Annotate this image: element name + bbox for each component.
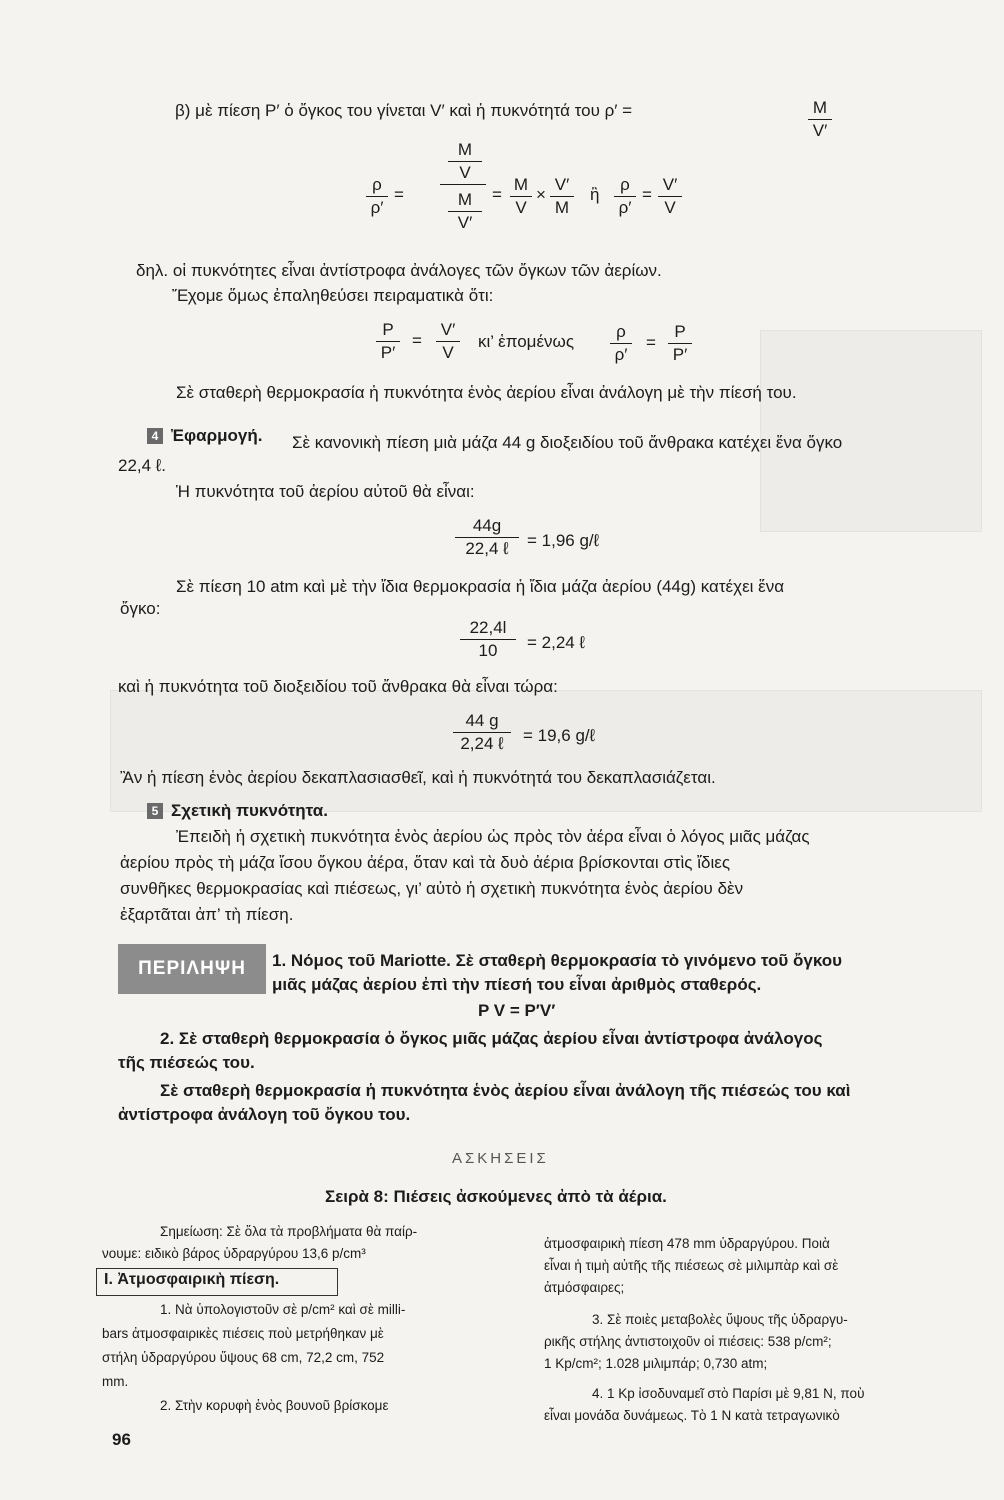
- application-heading: [147, 425, 262, 447]
- compound-fraction-bottom: $\frac{M}{V'}$: [448, 190, 482, 233]
- main-fraction-bar: [440, 184, 486, 185]
- equals-sign: =: [394, 185, 404, 204]
- note-line-1: Σημείωση: Σὲ ὅλα τὰ προβλήματα θὰ παίρ-: [160, 1224, 418, 1239]
- density-fraction-2: 44 g 2,24 ℓ: [453, 711, 511, 754]
- relative-density-line: Ἐπειδὴ ἡ σχετικὴ πυκνότητα ἑνὸς ἀερίου ὡς πρὸς τὸν ἀέρα εἶναι ὁ λόγος μιᾶς μάζας: [176, 827, 810, 846]
- exercise-2-line: 2. Στὴν κορυφὴ ἑνὸς βουνοῦ βρίσκομε: [160, 1398, 389, 1413]
- application-line-3: Σὲ πίεση 10 atm καὶ μὲ τὴν ἴδια θερμοκρασία ἡ ἴδια μάζα ἀερίου (44g) κατέχει ἕνα: [176, 577, 785, 596]
- volume-fraction: $\frac{22,4l}{10}$: [460, 618, 516, 661]
- inverse-proportion-line: δηλ. οἱ πυκνότητες εἶναι ἀντίστροφα ἀνάλογες τῶν ὄγκων τῶν ἀερίων.: [136, 261, 662, 280]
- application-line-2: Ἡ πυκνότητα τοῦ ἀερίου αὐτοῦ θὰ εἶναι:: [176, 482, 475, 501]
- relative-density-line: ἀερίου πρὸς τὴ μάζα ἴσου ὄγκου ἀέρα, ὅταν καὶ τὰ δυὸ ἀέρια βρίσκονται στὶς ἴδιες: [120, 853, 731, 872]
- right-column-line: ἀτμόσφαιρες;: [544, 1280, 625, 1295]
- relative-density-heading: [147, 800, 328, 822]
- application-line-3b: ὄγκο:: [120, 599, 161, 618]
- section-title: Ι. Ἀτμοσφαιρικὴ πίεση.: [104, 1271, 280, 1288]
- exercise-3-line: 3. Σὲ ποιὲς μεταβολὲς ὕψους τῆς ὑδραργυ-: [592, 1312, 848, 1327]
- summary-item-1b: μιᾶς μάζας ἀερίου ἐπὶ τὴν πίεσή του εἶναι ἀριθμὸς σταθερός.: [272, 975, 762, 994]
- application-line-1b: 22,4 ℓ.: [118, 456, 167, 475]
- exercise-1-line: στήλη ὑδραργύρου ὕψους 68 cm, 72,2 cm, 752: [102, 1350, 385, 1365]
- equals-sign: =: [642, 185, 652, 204]
- fraction-p-over-pprime: $\frac{P}{P'}$: [376, 320, 400, 363]
- summary-item-1a: 1. Νόμος τοῦ Mariotte. Σὲ σταθερὴ θερμοκρασία τὸ γινόμενο τοῦ ὄγκου: [272, 951, 843, 970]
- application-line-1: Σὲ κανονικὴ πίεση μιὰ μάζα 44 g διοξειδίου τοῦ ἄνθρακα κατέχει ἕνα ὄγκο: [292, 433, 843, 452]
- relative-density-line: συνθῆκες θερμοκρασίας καὶ πιέσεως, γι’ αὐτὸ ἡ σχετικὴ πυκνότητα ἑνὸς ἀερίου δὲν: [120, 879, 744, 898]
- bleed-through-shade: [760, 330, 982, 532]
- application-title: Ἐφαρμογή.: [171, 426, 263, 445]
- summary-item-3b: ἀντίστροφα ἀνάλογη τοῦ ὄγκου του.: [118, 1105, 411, 1124]
- fraction-rho-over-rho-prime-3: $\frac{\rho}{\rho'}$: [610, 322, 632, 365]
- exercise-1-line: mm.: [102, 1374, 129, 1389]
- relative-density-line: ἐξαρτᾶται ἀπ’ τὴ πίεση.: [120, 905, 294, 924]
- exercise-3-line: 1 Kp/cm²; 1.028 μιλιμπάρ; 0,730 atm;: [544, 1356, 768, 1371]
- section-number-badge: 4: [147, 428, 163, 444]
- exercise-3-line: ρικῆς στήλης ἀντιστοιχοῦν οἱ πιέσεις: 538 p/cm²;: [544, 1334, 832, 1349]
- times-sign: ×: [536, 185, 546, 204]
- bleed-through-shade: [110, 690, 982, 812]
- summary-item-3a: Σὲ σταθερὴ θερμοκρασία ἡ πυκνότητα ἑνὸς ἀερίου εἶναι ἀνάλογη τῆς πιέσεώς του καὶ: [160, 1081, 851, 1100]
- or-word: ἢ: [590, 185, 600, 204]
- hence-word: κι’ ἑπομένως: [478, 332, 575, 351]
- section-b-intro: β) μὲ πίεση P′ ὁ ὄγκος του γίνεται V′ καὶ ἡ πυκνότητά του ρ′ =: [175, 101, 633, 120]
- verified-line: Ἔχομε ὅμως ἐπαληθεύσει πειραματικὰ ὅτι:: [172, 286, 494, 305]
- equals-sign: =: [492, 185, 502, 204]
- fraction-rho-over-rho-prime: $\frac{\rho}{\rho'}$: [366, 175, 388, 218]
- density-result-2: = 19,6 g/ℓ: [523, 726, 596, 745]
- section-number-badge: 5: [147, 803, 163, 819]
- right-column-line: ἀτμοσφαιρικὴ πίεση 478 mm ὑδραργύρου. Ποιὰ: [544, 1236, 830, 1251]
- exercise-1-line: bars ἀτμοσφαιρικὲς πιέσεις ποὺ μετρήθηκαν μὲ: [102, 1326, 384, 1341]
- volume-result: = 2,24 ℓ: [527, 633, 585, 652]
- exercise-4-line: 4. 1 Kp ἰσοδυναμεῖ στὸ Παρίσι μὲ 9,81 N, ποὺ: [592, 1386, 865, 1401]
- relative-density-title: Σχετικὴ πυκνότητα.: [171, 801, 328, 820]
- application-line-4: καὶ ἡ πυκνότητα τοῦ διοξειδίου τοῦ ἄνθρακα θὰ εἶναι τώρα:: [118, 677, 558, 696]
- note-line-2: νουμε: ειδικὸ βάρος ὑδραργύρου 13,6 p/cm³: [102, 1246, 366, 1261]
- compound-fraction-top: $\frac{M}{V}$: [448, 140, 482, 183]
- exercise-series-title: Σειρὰ 8: Πιέσεις ἀσκούμενες ἀπὸ τὰ ἀέρια.: [325, 1187, 667, 1206]
- fraction-rho-over-rho-prime-2: $\frac{\rho}{\rho'}$: [614, 175, 636, 218]
- summary-item-2a: 2. Σὲ σταθερὴ θερμοκρασία ὁ ὄγκος μιᾶς μάζας ἀερίου εἶναι ἀντίστροφα ἀνάλογος: [160, 1029, 823, 1048]
- exercise-4-line: εἶναι μονάδα δυνάμεως. Τὸ 1 N κατὰ τετραγωνικὸ: [544, 1408, 840, 1423]
- equals-sign: =: [646, 333, 656, 352]
- density-conclusion: Σὲ σταθερὴ θερμοκρασία ἡ πυκνότητα ἑνὸς ἀερίου εἶναι ἀνάλογη μὲ τὴν πίεσή του.: [176, 383, 797, 402]
- fraction-vprime-over-m: $\frac{V'}{M}$: [550, 175, 574, 218]
- summary-item-2b: τῆς πιέσεώς του.: [118, 1053, 255, 1072]
- fraction-rho-prime: $\frac{M}{V'}$: [808, 98, 832, 141]
- equals-sign: =: [412, 331, 422, 350]
- fraction-m-over-v: $\frac{M}{V}$: [510, 175, 532, 218]
- density-fraction-1: 44g 22,4 ℓ: [455, 516, 519, 559]
- fraction-vprime-over-v: $\frac{V'}{V}$: [658, 175, 682, 218]
- summary-tag: ΠΕΡΙΛΗΨΗ: [118, 944, 266, 994]
- fraction-p-over-pprime-2: $\frac{P}{P'}$: [668, 322, 692, 365]
- mariotte-equation: P V = P′V′: [478, 1001, 556, 1020]
- right-column-line: εἶναι ἡ τιμὴ αὐτῆς τῆς πιέσεως σὲ μιλιμπὰρ καὶ σὲ: [544, 1258, 839, 1273]
- fraction-vprime-over-v-2: $\frac{V'}{V}$: [436, 320, 460, 363]
- exercises-heading: ΑΣΚΗΣΕΙΣ: [452, 1150, 549, 1167]
- application-line-5: Ἂν ἡ πίεση ἑνὸς ἀερίου δεκαπλασιασθεῖ, καὶ ἡ πυκνότητά του δεκαπλασιάζεται.: [120, 768, 716, 787]
- page-number: 96: [112, 1430, 131, 1449]
- density-result-1: = 1,96 g/ℓ: [527, 531, 600, 550]
- exercise-1-line: 1. Νὰ ὑπολογιστοῦν σὲ p/cm² καὶ σὲ milli-: [160, 1302, 406, 1317]
